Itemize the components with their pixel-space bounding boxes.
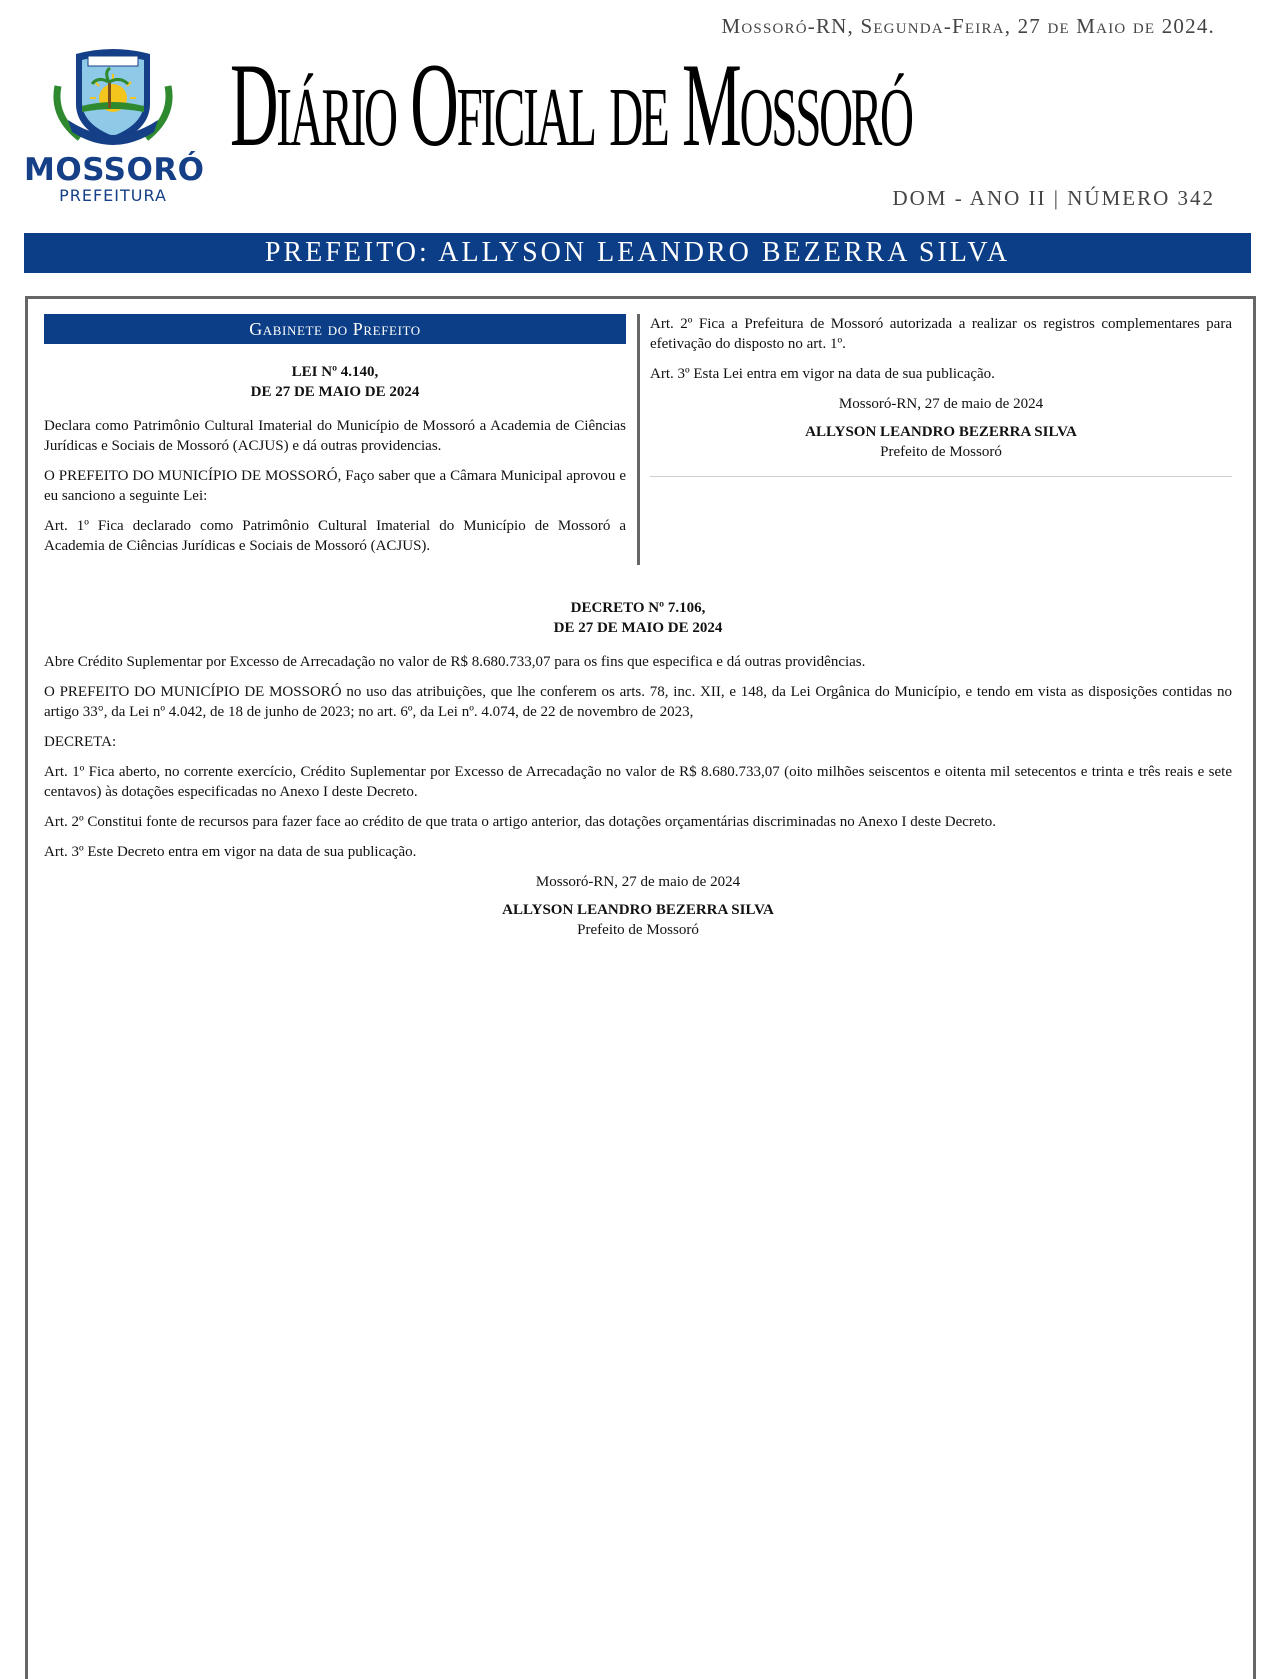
- masthead-title: Diário Oficial de Mossoró: [230, 38, 912, 171]
- lei-place-date: Mossoró-RN, 27 de maio de 2024: [838, 396, 1044, 412]
- decreto-article-2: Art. 2º Constitui fonte de recursos para fazer face ao crédito de que trata o artigo anterior, das dotações orçamentárias discriminadas no Anexo I deste Decreto.: [44, 814, 997, 830]
- decreto-article-3: Art. 3º Este Decreto entra em vigor na data de sua publicação.: [44, 844, 417, 860]
- decreto-signer: ALLYSON LEANDRO BEZERRA SILVA: [502, 902, 774, 918]
- mayor-banner: PREFEITO: ALLYSON LEANDRO BEZERRA SILVA: [24, 233, 1251, 273]
- lei-signer-role: Prefeito de Mossoró: [880, 444, 1002, 460]
- lei-title-line1: LEI Nº 4.140,: [291, 364, 379, 380]
- lei-title-line2: DE 27 DE MAIO DE 2024: [250, 384, 420, 400]
- decreto-section: [44, 598, 1232, 940]
- decreto-decreta: DECRETA:: [44, 734, 117, 750]
- left-column: [44, 314, 626, 556]
- decreto-ementa: Abre Crédito Suplementar por Excesso de Arrecadação no valor de R$ 8.680.733,07 para os fins que especifica e dá outras providências.: [44, 654, 866, 670]
- right-column: [650, 314, 1232, 477]
- column-divider: [637, 314, 640, 565]
- decreto-title: [44, 598, 1232, 638]
- municipal-crest-icon: [50, 46, 176, 152]
- lei-article-3: Art. 3º Esta Lei entra em vigor na data de sua publicação.: [650, 366, 995, 382]
- section-separator: [650, 476, 1232, 477]
- decreto-title-line1: DECRETO Nº 7.106,: [570, 600, 706, 616]
- logo-subtitle: PREFEITURA: [59, 186, 167, 205]
- section-header: Gabinete do Prefeito: [44, 314, 626, 344]
- prefeitura-logo: [24, 46, 205, 206]
- issue-number: DOM - ANO II | NÚMERO 342: [892, 186, 1215, 210]
- decreto-title-line2: DE 27 DE MAIO DE 2024: [553, 620, 723, 636]
- decreto-signer-role: Prefeito de Mossoró: [577, 922, 699, 938]
- lei-article-1: Art. 1º Fica declarado como Patrimônio Cultural Imaterial do Município de Mossoró a Academia de Ciências Jurídicas e Sociais de Mossoró (ACJUS).: [44, 518, 626, 554]
- edition-dateline: Mossoró-RN, Segunda-Feira, 27 de Maio de 2024.: [721, 14, 1215, 38]
- decreto-article-1: Art. 1º Fica aberto, no corrente exercício, Crédito Suplementar por Excesso de Arrecadação no valor de R$ 8.680.733,07 (oito milhões seiscentos e oitenta mil setecentos e trinta e três reais e sete centavos) às dotações especificadas no Anexo I deste Decreto.: [44, 764, 1232, 800]
- lei-signer: ALLYSON LEANDRO BEZERRA SILVA: [805, 424, 1077, 440]
- lei-title: [44, 362, 626, 402]
- lei-article-2: Art. 2º Fica a Prefeitura de Mossoró autorizada a realizar os registros complementares para efetivação do disposto no art. 1º.: [650, 316, 1232, 352]
- logo-wordmark: MOSSORÓ: [24, 152, 205, 188]
- lei-ementa: Declara como Patrimônio Cultural Imaterial do Município de Mossoró a Academia de Ciências Jurídicas e Sociais de Mossoró (ACJUS) e dá outras providencias.: [44, 418, 626, 454]
- lei-preamble: O PREFEITO DO MUNICÍPIO DE MOSSORÓ, Faço saber que a Câmara Municipal aprovou e eu sanciono a seguinte Lei:: [44, 468, 626, 504]
- decreto-preamble: O PREFEITO DO MUNICÍPIO DE MOSSORÓ no uso das atribuições, que lhe conferem os arts. 78, inc. XII, e 148, da Lei Orgânica do Município, e tendo em vista as disposições contidas no artigo 33°, da Lei nº 4.042, de 18 de junho de 2023; no art. 6º, da Lei nº. 4.074, de 22 de novembro de 2023,: [44, 684, 1232, 720]
- decreto-place-date: Mossoró-RN, 27 de maio de 2024: [535, 874, 741, 890]
